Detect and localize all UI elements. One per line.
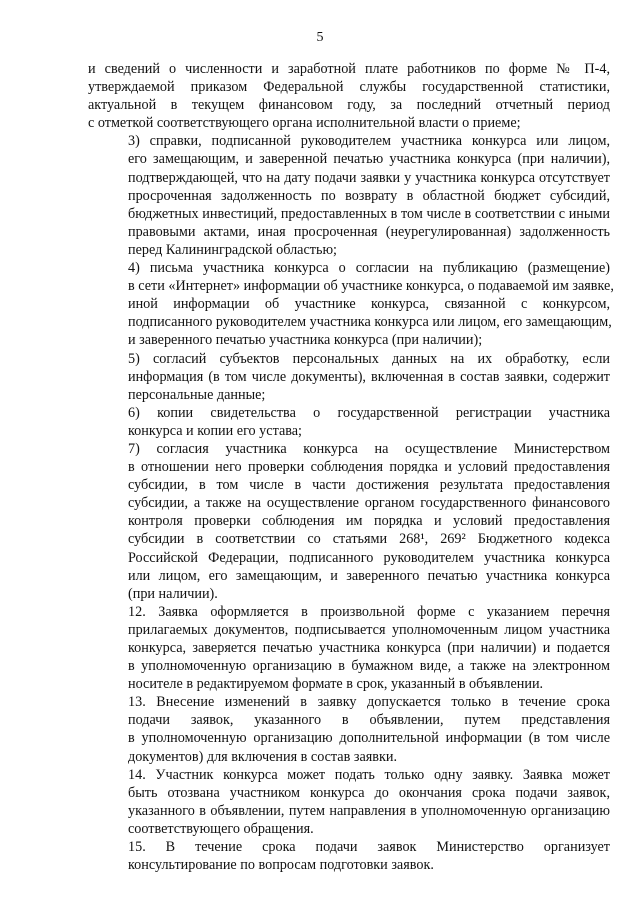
paragraph-item-3 — [88, 132, 610, 259]
text-line: с отметкой соответствующего органа исполнительной власти о приеме; — [88, 115, 521, 132]
document-body — [88, 60, 614, 874]
text-line: конкурса, заверяется печатью участника конкурса (при наличии) и подается — [128, 640, 610, 656]
paragraph-item-13 — [88, 693, 610, 765]
text-line: указанного в объявлении, путем направления в уполномоченную организацию — [128, 802, 610, 819]
text-line: 7) согласия участника конкурса на осуществление Министерством — [128, 440, 610, 457]
text-line: его замещающим, и заверенной печатью участника конкурса (при наличии), — [128, 151, 610, 168]
text-line: 4) письма участника конкурса о согласии на публикацию (размещение) — [128, 260, 610, 277]
text-line: или лицом, его замещающим, и заверенного печатью участника конкурса — [128, 567, 610, 584]
text-line: контроля проверки соблюдения им порядка и условий предоставления — [128, 513, 610, 530]
text-line: (при наличии). — [128, 585, 218, 602]
text-line: 13. Внесение изменений в заявку допускается только в течение срока — [128, 694, 610, 711]
text-line: быть отозвана участником конкурса до окончания срока подачи заявок, — [128, 784, 610, 801]
text-line: конкурса и копии его устава; — [128, 422, 302, 439]
text-line: документов) для включения в состав заявки. — [128, 748, 398, 765]
text-line: субсидии, а также на осуществление органом государственного финансового — [128, 495, 610, 512]
paragraph-item-5 — [88, 350, 610, 404]
text-line: актуальной в текущем финансовом году, за последний отчетный период — [88, 97, 610, 114]
text-line: в уполномоченную организацию в бумажном виде, а также на электронном — [128, 658, 610, 675]
text-line: просроченная задолженность по возврату в областной бюджет субсидий, — [128, 187, 610, 204]
paragraph-continuation — [88, 60, 610, 132]
text-line: в отношении него проверки соблюдения порядка и условий предоставления — [128, 459, 610, 476]
text-line: в уполномоченную организацию дополнительной информации (в том числе — [128, 730, 610, 747]
page-number: 5 — [316, 30, 324, 45]
paragraph-item-4 — [88, 259, 614, 349]
text-line: и заверенного печатью участника конкурса (при наличии); — [128, 332, 483, 349]
text-line: иной информации об участнике конкурса, связанной с конкурсом, — [128, 296, 610, 313]
text-line: 15. В течение срока подачи заявок Министерство организует — [128, 839, 610, 856]
text-line: 14. Участник конкурса может подать только одну заявку. Заявка может — [128, 766, 610, 783]
text-line: информация (в том числе документы), включенная в состав заявки, содержит — [128, 368, 610, 385]
text-line: 12. Заявка оформляется в произвольной форме с указанием перечня — [128, 603, 610, 620]
text-line: субсидии в соответствии со статьями 268¹, 269² Бюджетного кодекса — [128, 531, 610, 548]
paragraph-item-6 — [88, 404, 610, 440]
text-line: перед Калининградской областью; — [128, 241, 337, 258]
text-line: бюджетных инвестиций, предоставленных в том числе в соответствии с иными — [128, 205, 610, 222]
text-line: 6) копии свидетельства о государственной регистрации участника — [128, 404, 610, 421]
text-line: в сети «Интернет» информации об участнике конкурса, о подаваемой им заявке, — [128, 278, 614, 295]
text-line: 3) справки, подписанной руководителем участника конкурса или лицом, — [128, 133, 610, 150]
text-line: подтверждающей, что на дату подачи заявки у участника конкурса отсутствует — [128, 169, 610, 186]
paragraph-item-7 — [88, 440, 610, 603]
text-line: 5) согласий субъектов персональных данных на их обработку, если — [128, 350, 610, 367]
text-line: прилагаемых документов, подписывается уполномоченным лицом участника — [128, 621, 610, 638]
paragraph-item-15 — [88, 838, 610, 874]
text-line: консультирование по вопросам подготовки заявок. — [128, 857, 434, 874]
text-line: и сведений о численности и заработной плате работников по форме № П-4, — [88, 61, 610, 77]
text-line: подачи заявок, указанного в объявлении, путем представления — [128, 712, 610, 729]
text-line: утверждаемой приказом Федеральной службы государственной статистики, — [88, 79, 610, 96]
text-line: Российской Федерации, подписанного руководителем участника конкурса — [128, 549, 610, 566]
paragraph-item-14 — [88, 766, 610, 838]
text-line: правовыми актами, иная просроченная (неурегулированная) задолженность — [128, 223, 610, 240]
paragraph-item-12 — [88, 603, 610, 693]
text-line: персональные данные; — [128, 386, 266, 403]
text-line: соответствующего обращения. — [128, 820, 314, 837]
text-line: субсидии, в том числе в части достижения результата предоставления — [128, 477, 610, 494]
text-line: подписанного руководителем участника конкурса или лицом, его замещающим, — [128, 314, 612, 331]
text-line: носителе в редактируемом формате в срок, указанный в объявлении. — [128, 676, 544, 693]
